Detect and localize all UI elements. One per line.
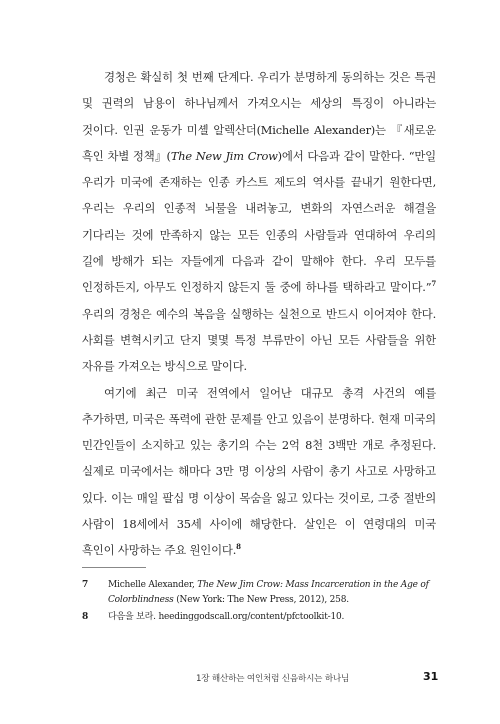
- footnote-text: 다음을 보라. heedinggodscall.org/content/pfctoolkit-10.: [108, 612, 345, 622]
- footnote-ref-8: 8: [236, 542, 241, 552]
- footnote-divider: [82, 567, 146, 568]
- page-number: 31: [423, 670, 439, 683]
- footnote-8: [82, 610, 442, 625]
- footnote-book-title: The New Jim Crow: Mass Incarceration in the Age of Colorblindness: [108, 580, 429, 605]
- body-text: [82, 64, 436, 564]
- footnote-number: 8: [82, 612, 89, 622]
- paragraph-1-text-c: 우리의 경청은 예수의 복음을 실행하는 실천으로 반드시 이어져야 한다. 사회를 변혁시키고 단지 몇몇 특정 부류만이 아닌 모든 사람들을 위한 자유를 가져오는 방식으로 말이다.: [82, 306, 436, 374]
- footnote-7: [82, 578, 442, 608]
- running-footer-title: 1장 해산하는 여인처럼 신음하시는 하나님: [196, 674, 350, 684]
- paragraph-1-text-a: 경청은 확실히 첫 번째 단계다. 우리가 분명하게 동의하는 것은 특권 및 권력의 남용이 하나님께서 가져오시는 세상의 특징이 아니라는 것이다. 인권 운동가 미셸 알렉산더(Michelle Alexander)는 『새로운 흑인 차별 정책』(: [82, 70, 436, 163]
- footnote-text: [108, 578, 442, 608]
- footnotes: [82, 578, 442, 627]
- footnote-number: 7: [82, 580, 89, 590]
- paragraph-1-text-b: )에서 다음과 같이 말한다. “만일 우리가 미국에 존재하는 인종 카스트 제도의 역사를 끝내기 원한다면, 우리는 우리의 인종적 뇌물을 내려놓고, 변화의 자연스러운 해결을 기다리는 것에 만족하지 않는 모든 인종의 사람들과 연대하여 우리의 길에 방해가 되는 자들에게 다음과 같이 말해야 한다. 우리 모두를 인정하든지, 아무도 인정하지 않든지 둘 중에 하나를 택하라고 말이다.”: [82, 148, 436, 295]
- paragraph-2-text: 여기에 최근 미국 전역에서 일어난 대규모 총격 사건의 예를 추가하면, 미국은 폭력에 관한 문제를 안고 있음이 분명하다. 현재 미국의 민간인들이 소지하고 있는 총기의 수는 2억 8천 3백만 개로 추정된다. 실제로 미국에서는 해마다 3만 명 이상의 사람이 총기 사고로 사망하고 있다. 이는 매일 팔십 명 이상이 목숨을 잃고 있다는 것이로, 그중 절반의 사람이 18세에서 35세 사이에 해당한다. 살인은 이 연령대의 미국 흑인이 사망하는 주요 원인이다.: [82, 385, 436, 558]
- footnote-author: Michelle Alexander,: [108, 580, 198, 590]
- paragraph-2: [82, 380, 436, 564]
- book-title-italic: The New Jim Crow: [170, 148, 278, 163]
- footnote-publication: (New York: The New Press, 2012), 258.: [173, 595, 349, 605]
- paragraph-1: [82, 64, 436, 380]
- footnote-ref-7: 7: [431, 279, 436, 289]
